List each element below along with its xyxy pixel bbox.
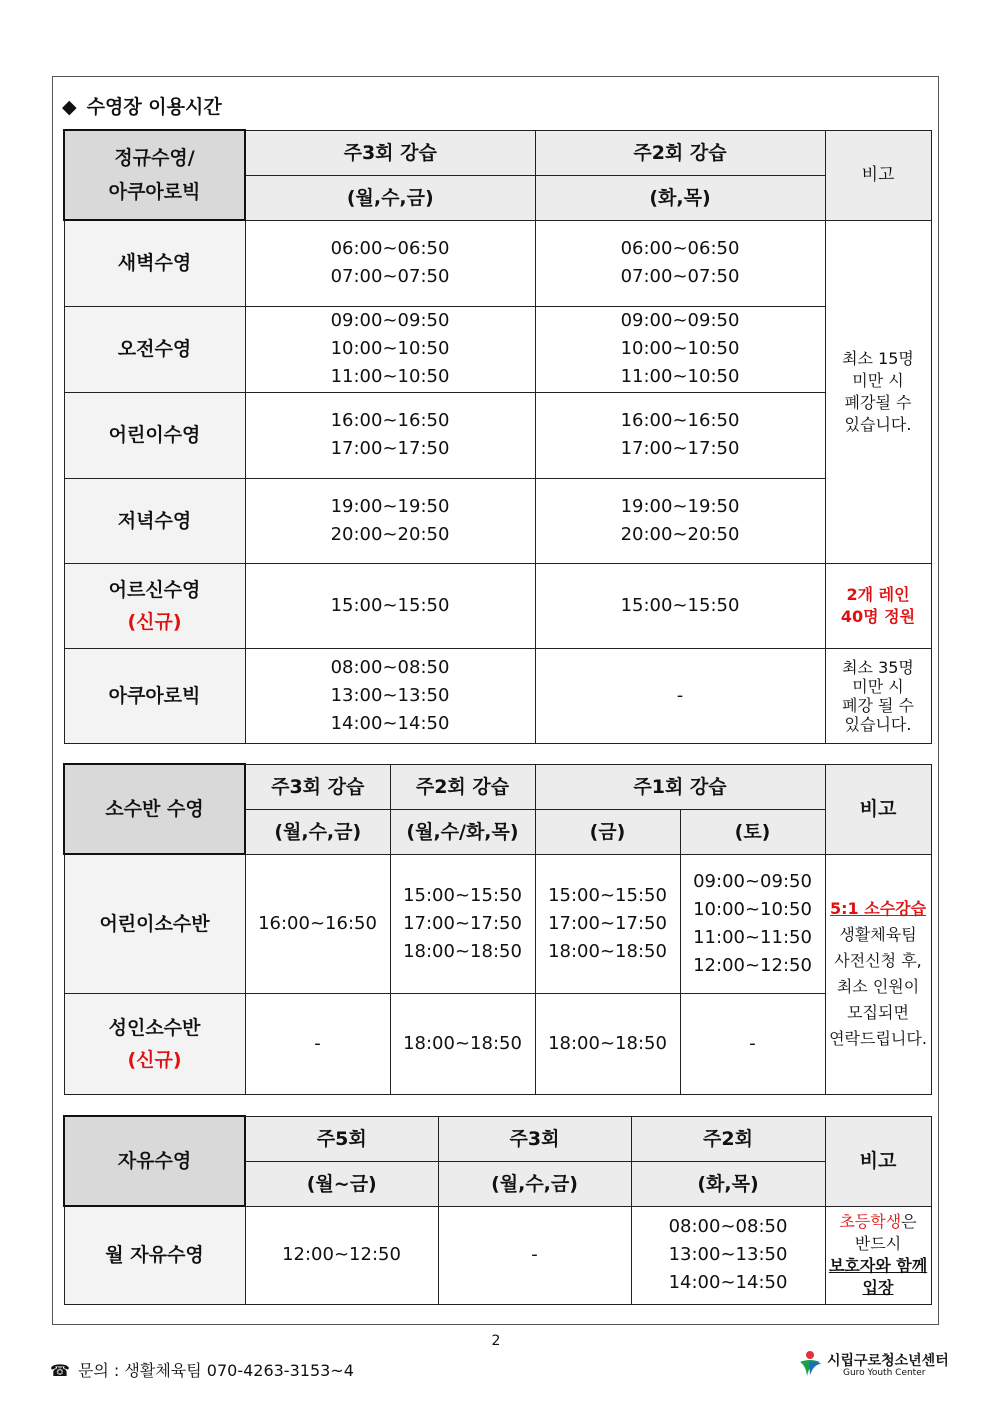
logo-name: 시립구로청소년센터	[827, 1353, 949, 1369]
schedule-cell: -	[245, 993, 390, 1094]
new-badge: (신규)	[127, 610, 182, 633]
schedule-cell: 12:00~12:50	[245, 1206, 438, 1304]
table2-note: 5:1 소수강습 생활체육팀 사전신청 후, 최소 인원이 모집되면 연락드립니다.	[825, 854, 931, 1094]
free-swim-table	[63, 1115, 932, 1305]
table1-col2-days: (화,목)	[535, 175, 825, 220]
schedule-cell: 09:00~09:50 10:00~10:50 11:00~10:50	[535, 306, 825, 392]
table1-col2-title: 주2회 강습	[535, 130, 825, 175]
schedule-cell: 08:00~08:50 13:00~13:50 14:00~14:50	[631, 1206, 825, 1304]
section-heading	[62, 92, 222, 119]
table2-d2: (월,수/화,목)	[390, 809, 535, 854]
schedule-cell: 18:00~18:50	[390, 993, 535, 1094]
schedule-cell: -	[535, 648, 825, 743]
schedule-cell: 15:00~15:50 17:00~17:50 18:00~18:50	[390, 854, 535, 993]
table1-corner-header: 정규수영/ 아쿠아로빅	[64, 130, 245, 220]
section-title: 수영장 이용시간	[86, 96, 222, 118]
table1-note-regular: 최소 15명 미만 시 폐강될 수 있습니다.	[825, 220, 931, 563]
row-name: 오전수영	[64, 306, 245, 392]
schedule-cell: -	[680, 993, 825, 1094]
table2-h3: 주3회 강습	[245, 764, 390, 809]
table3-h2: 주2회	[631, 1116, 825, 1161]
schedule-cell: 06:00~06:50 07:00~07:50	[535, 220, 825, 306]
page-number: 2	[491, 1333, 501, 1349]
table2-corner-header: 소수반 수영	[64, 764, 245, 854]
row-name: 새벽수영	[64, 220, 245, 306]
row-name: 성인소수반 (신규)	[64, 993, 245, 1094]
footer-contact: ☎ 문의 : 생활체육팀 070-4263-3153~4	[50, 1361, 354, 1380]
table2-note-header: 비고	[825, 764, 931, 854]
schedule-cell: 08:00~08:50 13:00~13:50 14:00~14:50	[245, 648, 535, 743]
schedule-cell: 09:00~09:50 10:00~10:50 11:00~11:50 12:00~12:50	[680, 854, 825, 993]
logo-mark-icon	[795, 1348, 825, 1378]
schedule-cell: 19:00~19:50 20:00~20:50	[245, 478, 535, 563]
schedule-cell: 16:00~16:50	[245, 854, 390, 993]
schedule-cell: 16:00~16:50 17:00~17:50	[535, 392, 825, 478]
schedule-cell: 06:00~06:50 07:00~07:50	[245, 220, 535, 306]
small-group-table	[63, 763, 932, 1095]
row-name: 어린이소수반	[64, 854, 245, 993]
table2-h1: 주1회 강습	[535, 764, 825, 809]
regular-swim-table	[63, 129, 932, 744]
table3-note: 초등학생은 반드시 보호자와 함께 입장	[825, 1206, 931, 1304]
table1-note-aqua: 최소 35명 미만 시 폐강 될 수 있습니다.	[825, 648, 931, 743]
schedule-cell: 15:00~15:50 17:00~17:50 18:00~18:50	[535, 854, 680, 993]
table3-note-header: 비고	[825, 1116, 931, 1206]
schedule-cell: 15:00~15:50	[535, 563, 825, 648]
schedule-cell: 18:00~18:50	[535, 993, 680, 1094]
table1-col1-days: (월,수,금)	[245, 175, 535, 220]
table2-d3: (월,수,금)	[245, 809, 390, 854]
table1-note-header: 비고	[825, 130, 931, 220]
table3-d3: (월,수,금)	[438, 1161, 631, 1206]
center-logo	[795, 1348, 955, 1382]
row-name: 저녁수영	[64, 478, 245, 563]
row-name: 월 자유수영	[64, 1206, 245, 1304]
schedule-cell: -	[438, 1206, 631, 1304]
table3-corner-header: 자유수영	[64, 1116, 245, 1206]
table2-dfri: (금)	[535, 809, 680, 854]
row-name: 어르신수영 (신규)	[64, 563, 245, 648]
table3-h3: 주3회	[438, 1116, 631, 1161]
table2-dsat: (토)	[680, 809, 825, 854]
table3-h5: 주5회	[245, 1116, 438, 1161]
schedule-cell: 19:00~19:50 20:00~20:50	[535, 478, 825, 563]
table3-d5: (월~금)	[245, 1161, 438, 1206]
row-name: 어린이수영	[64, 392, 245, 478]
table3-d2: (화,목)	[631, 1161, 825, 1206]
schedule-cell: 16:00~16:50 17:00~17:50	[245, 392, 535, 478]
note-highlight: 5:1 소수강습	[829, 899, 927, 918]
row-name: 아쿠아로빅	[64, 648, 245, 743]
table1-col1-title: 주3회 강습	[245, 130, 535, 175]
table2-h2: 주2회 강습	[390, 764, 535, 809]
schedule-cell: 15:00~15:50	[245, 563, 535, 648]
schedule-cell: 09:00~09:50 10:00~10:50 11:00~10:50	[245, 306, 535, 392]
diamond-bullet-icon: ◆	[62, 96, 77, 118]
logo-subtitle: Guro Youth Center	[843, 1368, 926, 1378]
new-badge: (신규)	[127, 1048, 182, 1071]
table1-note-senior: 2개 레인 40명 정원	[825, 563, 931, 648]
phone-icon: ☎	[50, 1361, 70, 1380]
